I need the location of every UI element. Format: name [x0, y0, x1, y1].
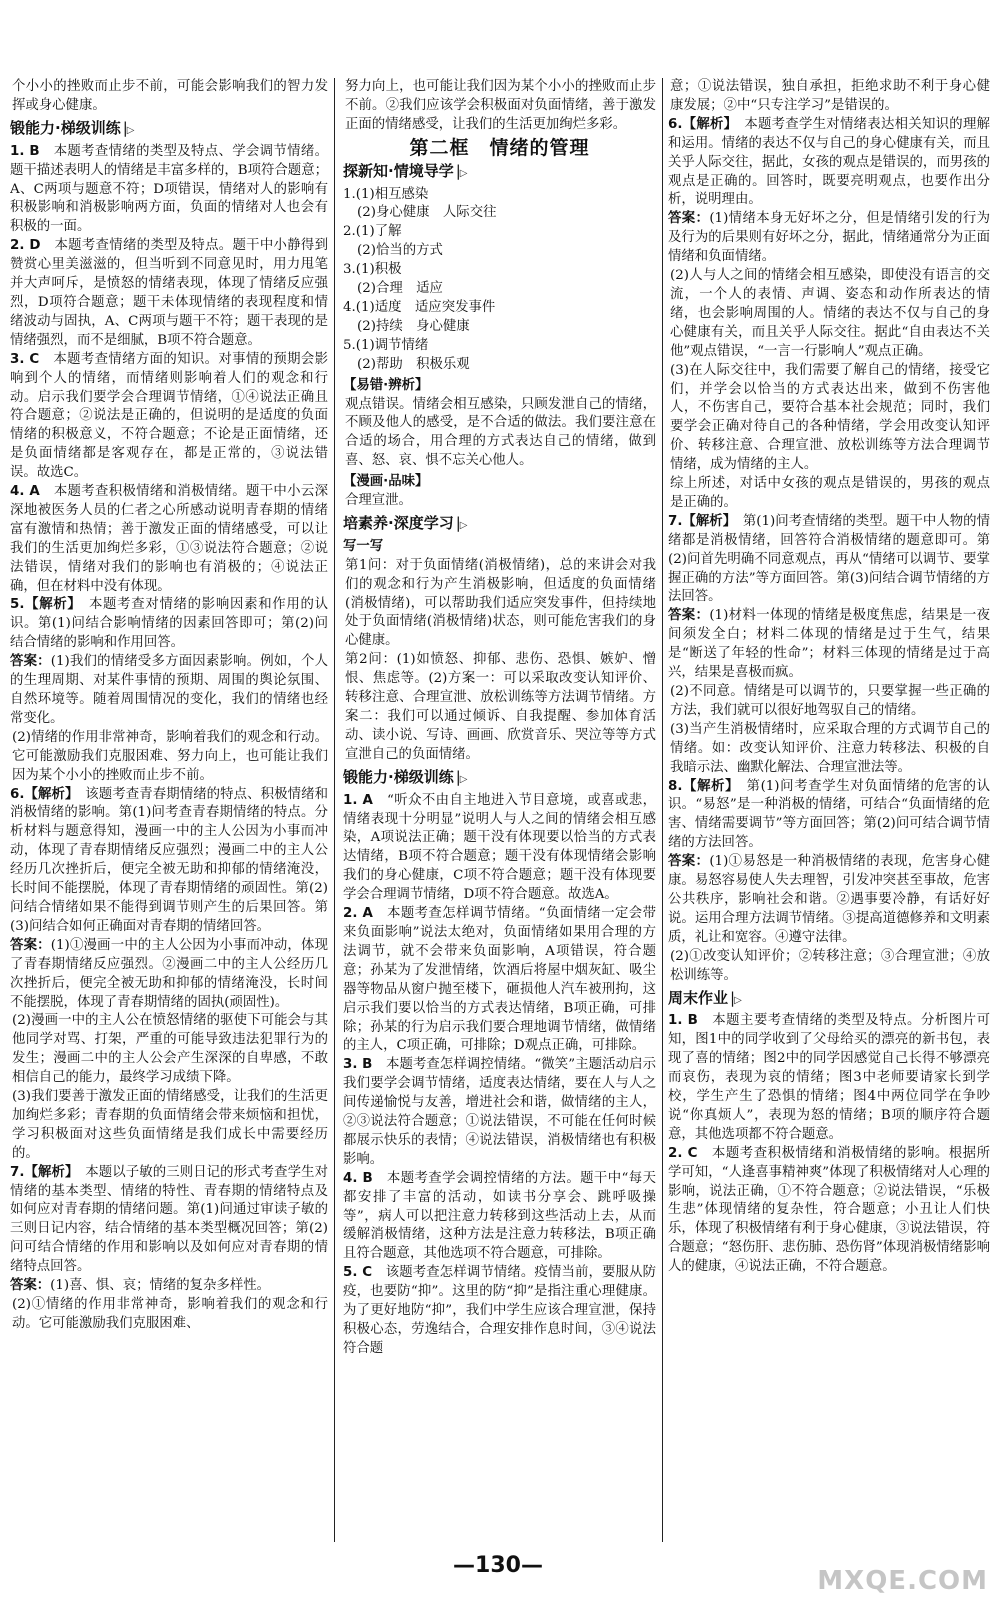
- answer-paragraph: [668, 210, 990, 267]
- heading-bar-glyph: |: [730, 988, 735, 1007]
- paragraph: 综上所述，对话中女孩的观点是错误的，男孩的观点是正确的。: [670, 476, 990, 510]
- paragraph: (3)在人际交往中，我们需要了解自己的情绪，接受它们，并学会以恰当的方式表达出来，做到不伤害他人，不伤害自己，要符合基本社会规范；同时，我们要学会正确对待自己的各种情绪，学会用改变认知评价、转移注意、合理宣泄、放松训练等方法合理调节情绪，成为情绪的主人。: [670, 362, 990, 473]
- section-heading: [10, 119, 328, 141]
- explanation-text: 该题考查青春期情绪的特点、积极情绪和消极情绪的影响。第(1)问考查青春期情绪的特点。分析材料与题意得知，漫画一中的主人公因为小事而冲动，体现了青春期情绪反应强烈；漫画二中的主人公经历几次挫折后，便完全被无助和抑郁的情绪淹没，长时间不能摆脱，体现了青春期情绪的顽固性。第(2)问结合情绪如果不能得到调节则产生的后果回答。第(3)问结合如何正确面对青春期的情绪回答。: [10, 786, 328, 934]
- paragraph: 第1问：对于负面情绪(消极情绪)，总的来讲会对我们的观念和行为产生消极影响，但适度的负面情绪(消极情绪)，可以帮助我们适应突发事件，但持续地处于负面情绪(消极情绪)状态，则可能危害我们的身心健康。: [345, 557, 656, 649]
- question-explanation: [343, 905, 656, 1056]
- question-number: 5. C: [343, 1265, 373, 1281]
- answer-list-item: 3.(1)积极: [343, 262, 402, 278]
- explanation-text: 第(1)问考查情绪的类型。题干中人物的情绪都是消极情绪，回答符合消极情绪的题意即可。第(2)问首先明确不同意观点，再从“情绪可以调节、要掌握正确的方法”等方面回答。第(3)问结合调节情绪的方法回答。: [668, 513, 990, 605]
- paragraph: (2)人与人之间的情绪会相互感染，即使没有语言的交流，一个人的表情、声调、姿态和动作所表达的情绪，也会影响周围的人。情绪的表达不仅与自己的身心健康有关，而且关乎人际交往。据此“自由表达不关他”观点错误，“一言一行影响人”观点正确。: [670, 268, 990, 359]
- answer-list-item: 2.(1)了解: [343, 224, 402, 240]
- answer-label: 答案：: [10, 654, 51, 670]
- explanation-text: 该题考查怎样调节情绪。疫情当前，要服从防疫，也要防“抑”。这里的防“抑”是指注重心理健康。为了更好地防“抑”，我们中学生应该合理宣泄，保持积极心态，劳逸结合，合理安排作息时间，③④说法符合题: [343, 1265, 656, 1356]
- answer-paragraph: [10, 937, 328, 1013]
- column-right: [668, 78, 990, 1548]
- answer-list-subitem: (2)身心健康 人际交往: [357, 205, 497, 221]
- explanation-text: 本题考查情绪方面的知识。对事情的预期会影响到个人的情绪，而情绪则影响着人们的观念和行动。启示我们要学会合理调节情绪，①④说法正确且符合题意；②说法是正确的，但说明的是适度的负面情绪的积极意义，不符合题意；不论是正面情绪，还是负面情绪都是客观存在，都是正常的，③说法错误。故选C。: [10, 351, 328, 481]
- answer-paragraph: [668, 607, 990, 683]
- paragraph: (2)情绪的作用非常神奇，影响着我们的观念和行动。它可能激励我们克服困难、努力向上，也可能让我们因为某个小小的挫败而止步不前。: [12, 729, 328, 783]
- section-heading-text: 培素养·深度学习: [343, 513, 454, 532]
- explanation-text: 本题考查情绪的类型及特点。题干中小静得到赞赏心里美滋滋的，但当听到不同意见时，用力甩笔并大声呵斥，是愤怒的情绪表现，体现了情绪反应强烈，D项符合题意；题干未体现情绪的表现程度和情绪波动与固执，A、C两项与题干不符；题干表现的是情绪强烈，而不是细腻，B项不符合题意。: [10, 238, 328, 348]
- heading-arrow-icon: ▷: [126, 124, 135, 136]
- heading-bar-glyph: |: [455, 513, 460, 532]
- answer-list-subitem: (2)恰当的方式: [357, 243, 443, 259]
- answer-list-subitem: (2)合理 适应: [357, 281, 443, 297]
- paragraph: (2)漫画一中的主人公在愤怒情绪的驱使下可能会与其他同学对骂、打架，严重的可能导致违法犯罪行为的发生；漫画二中的主人公会产生深深的自卑感，不敢相信自己的能力，最终学习成绩下降。: [12, 1013, 328, 1086]
- question-number: 2. C: [668, 1145, 698, 1161]
- question-number: 1. A: [343, 792, 373, 808]
- answer-label: 答案：: [668, 211, 710, 227]
- question-explanation: [10, 483, 328, 596]
- lesson-title: 第二框 情绪的管理: [409, 136, 590, 159]
- question-number: 8.【解析】: [668, 778, 733, 794]
- subheading: 写一写: [343, 538, 384, 554]
- question-number: 7.【解析】: [668, 513, 730, 529]
- column-divider: [662, 78, 663, 1542]
- heading-arrow-icon: ▷: [459, 519, 468, 531]
- question-explanation: [668, 1145, 990, 1277]
- question-number: 2. A: [343, 906, 373, 922]
- question-explanation: [10, 786, 328, 937]
- question-number: 3. C: [10, 351, 40, 367]
- section-heading: [343, 162, 656, 184]
- explanation-text: 本题考查学生对情绪表达相关知识的理解和运用。情绪的表达不仅与自己的身心健康有关，而且关乎人际交往，据此，女孩的观点是错误的，而男孩的观点是正确的。回答时，既要亮明观点，也要作出分析，说明理由。: [668, 116, 990, 208]
- explanation-text: 第(1)问考查学生对负面情绪的危害的认识。“易怒”是一种消极的情绪，可结合“负面情绪的危害、情绪需要调节”等方面回答；第(2)问可结合调节情绪的方法回答。: [668, 778, 990, 851]
- question-explanation: [343, 1056, 656, 1169]
- explanation-text: 本题考查学会调控情绪的方法。题干中“每天都安排了丰富的活动，如读书分享会、跳呼吸操等”，病人可以把注意力转移到这些活动上去，从而缓解消极情绪，这种方法是注意力转移法，B项正确且符合题意，其他选项不符合题意，可排除。: [343, 1170, 656, 1262]
- heading-arrow-icon: ▷: [459, 167, 468, 179]
- paragraph: 意；①说法错误，独自承担，拒绝求助不利于身心健康发展；②中“只专注学习”是错误的。: [670, 79, 990, 113]
- answer-label: 答案：: [668, 854, 710, 870]
- question-explanation: [10, 596, 328, 653]
- answer-list-item: 1.(1)相互感染: [343, 186, 429, 202]
- question-number: 4. B: [343, 1170, 373, 1186]
- explanation-text: 本题以子敏的三则日记的形式考查学生对情绪的基本类型、情绪的特性、青春期的情绪特点及如何应对青春期的情绪问题。第(1)问通过审读子敏的三则日记内容，结合情绪的基本类型概况回答；第(2)问可结合情绪的作用和影响以及如何应对青春期的情绪特点回答。: [10, 1164, 328, 1275]
- explanation-text: “听众不由自主地进入节目意境，或喜或悲，情绪表现十分明显”说明人与人之间的情绪会相互感染，A项说法正确；题干没有体现要以恰当的方式表达情绪，B项不符合题意；题干没有体现情绪会影响我们的身心健康，C项不符合题意；题干没有体现要学会合理调节情绪，D项不符合题意。故选A。: [343, 792, 656, 903]
- paragraph: (3)我们要善于激发正面的情绪感受，让我们的生活更加绚烂多彩；青春期的负面情绪会带来烦恼和担忧，学习积极面对这些负面情绪是我们成长中需要经历的。: [12, 1089, 328, 1161]
- answer-paragraph: [10, 653, 328, 729]
- bracket-heading: 【易错·辨析】: [343, 377, 429, 393]
- explanation-text: 本题考查积极情绪和消极情绪的影响。根据所学可知，“人逢喜事精神爽”体现了积极情绪对人心理的影响，说法正确，①不符合题意；②说法错误，“乐极生悲”体现情绪的复杂性，符合题意；小丑让人们快乐，体现了积极情绪有利于身心健康，③说法错误，符合题意；“怒伤肝、悲伤肺、恐伤肾”体现消极情绪影响人的健康，④说法正确，不符合题意。: [668, 1145, 990, 1275]
- heading-bar-glyph: |: [455, 161, 460, 180]
- question-explanation: [343, 792, 656, 905]
- answer-list-subitem: (2)帮助 积极乐观: [357, 356, 470, 372]
- section-heading-text: 锻能力·梯级训练: [343, 767, 454, 786]
- question-number: 4. A: [10, 484, 40, 500]
- paragraph: 第2问：(1)如愤怒、抑郁、悲伤、恐惧、嫉妒、憎恨、焦虑等。(2)方案一：可以采取改变认知评价、转移注意、合理宣泄、放松训练等方法调节情绪。方案二：我们可以通过倾诉、自我提醒、参加体育活动、读小说、写诗、画画、欣赏音乐、哭泣等等方式宣泄自己的负面情绪。: [345, 652, 656, 762]
- paragraph: (2)①情绪的作用非常神奇，影响着我们的观念和行动。它可能激励我们克服困难、: [12, 1297, 328, 1331]
- answer-label: 答案：: [10, 1278, 51, 1294]
- column-middle: [343, 78, 656, 1548]
- question-explanation: [10, 1164, 328, 1277]
- question-number: 5.【解析】: [10, 597, 75, 613]
- column-left: [10, 78, 328, 1548]
- answer-paragraph: [668, 853, 990, 948]
- heading-bar-glyph: |: [455, 767, 460, 786]
- bracket-heading: 【漫画·品味】: [343, 474, 429, 490]
- question-number: 1. B: [668, 1013, 698, 1029]
- section-heading: [343, 514, 656, 536]
- section-heading-text: 锻能力·梯级训练: [10, 118, 121, 137]
- explanation-text: 本题主要考查情绪的类型及特点。分析图片可知，图1中的同学收到了父母给买的漂亮的新书包，表现了喜的情绪；图2中的同学因感觉自己长得不够漂亮而哀伤，表现为哀的情绪；图3中老师要请家长到学校，学生产生了恐惧的情绪；图4中两位同学在争吵说“你真烦人”，表现为怒的情绪；B项的顺序符合题意，其他选项都不符合题意。: [668, 1013, 990, 1142]
- section-heading-text: 探新知·情境导学: [343, 161, 454, 180]
- explanation-text: 本题考查怎样调节情绪。“负面情绪一定会带来负面影响”说法太绝对，负面情绪如果用合理的方法调节，就不会带来负面影响，A项错误，符合题意；孙某为了发泄情绪，饮酒后将屋中烟灰缸、吸尘器等物品从窗户抛至楼下，砸损他人汽车被刑拘，这启示我们要以恰当的方式表达情绪，B项正确，可排除；孙某的行为启示我们要合理地调节情绪，做情绪的主人，C项正确，可排除；D观点正确，可排除。: [343, 906, 656, 1054]
- explanation-text: 本题考查情绪的类型及特点、学会调节情绪。题干描述表明人的情绪是丰富多样的，B项符合题意；A、C两项与题意不符；D项错误，情绪对人的影响有积极影响和消极影响两方面，负面的情绪对人也会有积极的一面。: [10, 143, 328, 235]
- page-number: —130—: [453, 1553, 543, 1578]
- question-number: 2. D: [10, 238, 41, 254]
- answer-text: (1)我们的情绪受多方面因素影响。例如，个人的生理周期、对某件事情的预期、周围的舆论氛围、自然环境等。随着周围情况的变化，我们的情绪也经常变化。: [10, 654, 328, 726]
- question-explanation: [343, 1170, 656, 1265]
- question-number: 1. B: [10, 143, 40, 159]
- question-explanation: [10, 237, 328, 350]
- question-explanation: [668, 116, 990, 211]
- heading-arrow-icon: ▷: [459, 773, 468, 785]
- question-number: 7.【解析】: [10, 1164, 72, 1180]
- question-explanation: [668, 513, 990, 608]
- answer-label: 答案：: [668, 608, 710, 624]
- explanation-text: 本题考查积极情绪和消极情绪。题干中小云深深地被医务人员的仁者之心所感动说明青春期的情绪富有激情和热情；善于激发正面的情绪感受，可以让我们的生活更加绚烂多彩，①③说法符合题意；②说法错误，情绪对我们的影响也有消极的；④说法正确，但在材料中没有体现。: [10, 484, 328, 594]
- question-number: 3. B: [343, 1057, 373, 1073]
- section-heading: [668, 989, 990, 1011]
- question-explanation: [343, 1264, 656, 1359]
- answer-list-item: 4.(1)适度 适应突发事件: [343, 299, 496, 315]
- paragraph: 观点错误。情绪会相互感染，只顾发泄自己的情绪，不顾及他人的感受，是不合适的做法。我们要注意在合适的场合，用合理的方式表达自己的情绪，做到喜、怒、哀、惧不忘关心他人。: [345, 396, 656, 469]
- question-explanation: [10, 351, 328, 483]
- paragraph: (3)当产生消极情绪时，应采取合理的方式调节自己的情绪。如：改变认知评价、注意力转移法、积极的自我暗示法、幽默化解法、合理宣泄法等。: [670, 721, 990, 775]
- paragraph: 合理宣泄。: [345, 493, 412, 509]
- question-explanation: [10, 143, 328, 238]
- answer-paragraph: [10, 1277, 328, 1296]
- column-divider: [334, 78, 335, 1542]
- answer-list-subitem: (2)持续 身心健康: [357, 318, 470, 334]
- question-number: 6.【解析】: [668, 116, 731, 132]
- heading-arrow-icon: ▷: [734, 994, 742, 1006]
- heading-bar-glyph: |: [122, 118, 127, 137]
- answer-list-item: 5.(1)调节情绪: [343, 337, 429, 353]
- paragraph: (2)①改变认知评价；②转移注意；③合理宣泄；④放松训练等。: [670, 948, 990, 983]
- answer-text: (1)材料一体现的情绪是极度焦虑，结果是一夜间须发全白；材料二体现的情绪是过于生气，结果是“断送了年轻的性命”；材料三体现的情绪是过于高兴，结果是喜极而疯。: [668, 608, 990, 681]
- watermark: MXQE.COM: [817, 1566, 988, 1596]
- paragraph: 个小小的挫败而止步不前，可能会影响我们的智力发挥或身心健康。: [12, 79, 328, 113]
- paragraph: 努力向上，也可能让我们因为某个小小的挫败而止步不前。②我们应该学会积极面对负面情绪，善于激发正面的情绪感受，让我们的生活更加绚烂多彩。: [345, 79, 656, 132]
- answer-text: (1)喜、惧、哀；情绪的复杂多样性。: [50, 1278, 270, 1294]
- section-heading: [343, 768, 656, 790]
- question-number: 6.【解析】: [10, 786, 72, 802]
- answer-text: (1)①漫画一中的主人公因为小事而冲动，体现了青春期情绪反应强烈。②漫画二中的主人公经历几次挫折后，便完全被无助和抑郁的情绪淹没，长时间不能摆脱，体现了青春期情绪的固执(顽固性)。: [10, 937, 328, 1010]
- question-explanation: [668, 778, 990, 854]
- section-heading-text: 周末作业: [668, 988, 729, 1007]
- explanation-text: 本题考查怎样调控情绪。“微笑”主题活动启示我们要学会调节情绪，适度表达情绪，要在人与人之间传递愉悦与友善，增进社会和谐，做情绪的主人，②③说法符合题意；①说法错误，不可能在任何时候都展示快乐的表情；④说法错误，消极情绪也有积极影响。: [343, 1057, 656, 1167]
- answer-label: 答案：: [10, 937, 51, 953]
- question-explanation: [668, 1012, 990, 1144]
- answer-text: (1)①易怒是一种消极情绪的表现，危害身心健康。易怒容易使人失去理智，引发冲突甚至事故，危害公共秩序，影响社会和谐。②遇事要冷静，有话好好说。运用合理方法调节情绪。③提高道德修养和文明素质，礼让和宽容。④遵守法律。: [668, 854, 990, 945]
- answer-text: (1)情绪本身无好坏之分，但是情绪引发的行为及行为的后果则有好坏之分，据此，情绪通常分为正面情绪和负面情绪。: [668, 211, 990, 265]
- paragraph: (2)不同意。情绪是可以调节的，只要掌握一些正确的方法，我们就可以很好地驾驭自己的情绪。: [670, 684, 990, 718]
- explanation-text: 本题考查对情绪的影响因素和作用的认识。第(1)问结合影响情绪的因素回答即可；第(2)问结合情绪的影响和作用回答。: [10, 597, 328, 651]
